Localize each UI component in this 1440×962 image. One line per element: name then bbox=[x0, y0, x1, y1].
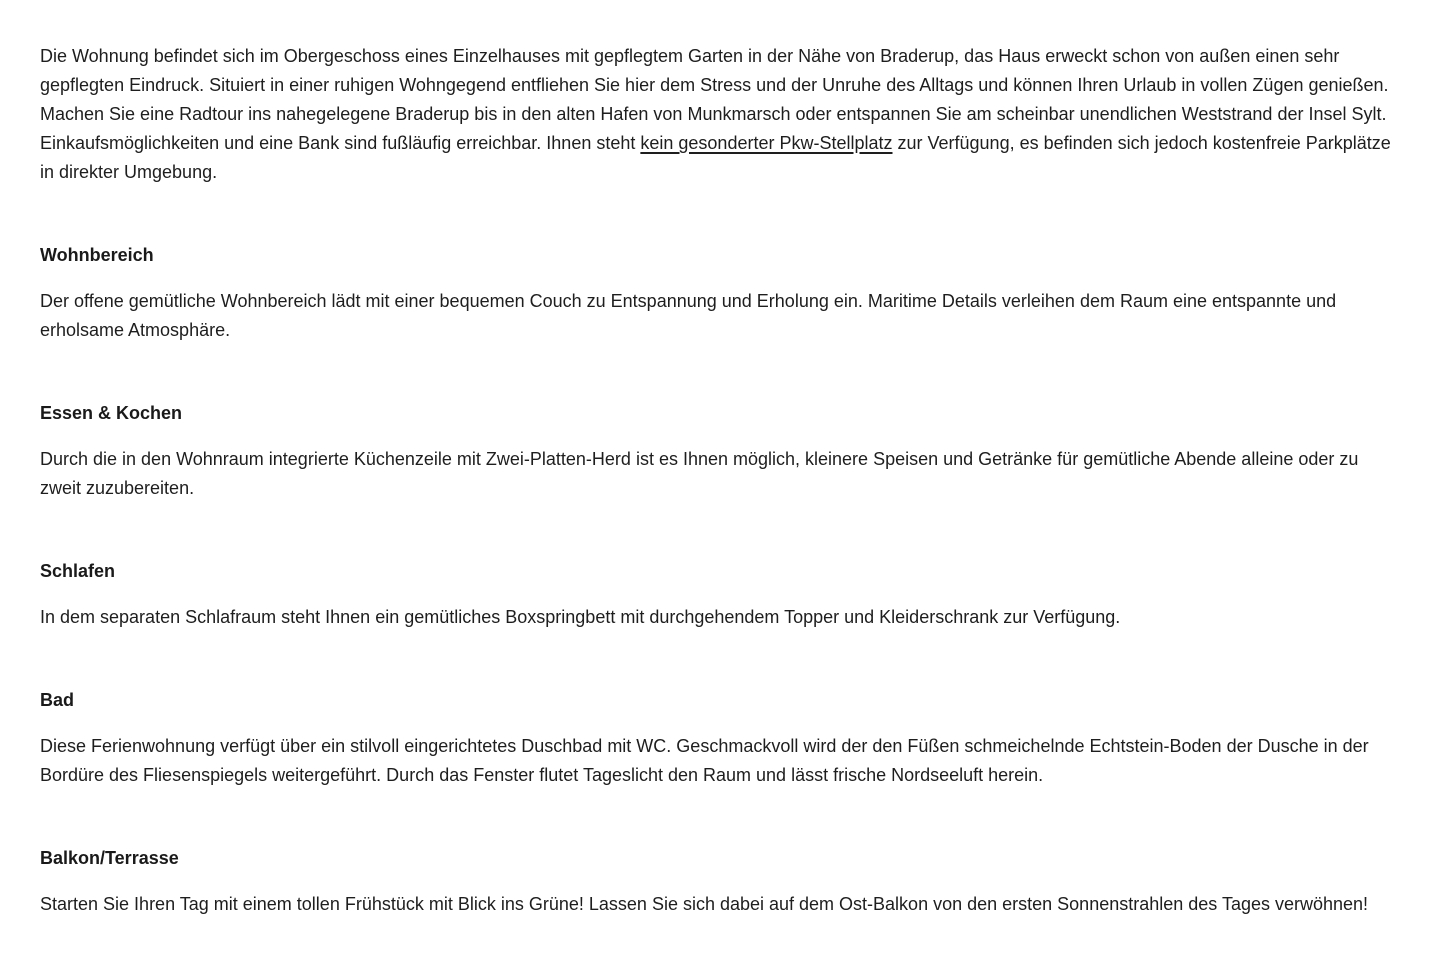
pkw-stellplatz-underlined-text: kein gesonderter Pkw-Stellplatz bbox=[640, 133, 893, 153]
section-heading-schlafen: Schlafen bbox=[40, 561, 116, 581]
section-body-balkon-terrasse: Starten Sie Ihren Tag mit einem tollen Frühstück mit Blick ins Grüne! Lassen Sie sich dabei auf dem Ost-Balkon von den ersten Sonnenstrahlen des Tages verwöhnen! bbox=[40, 894, 1369, 914]
section-body-bad: Diese Ferienwohnung verfügt über ein stilvoll eingerichtetes Duschbad mit WC. Geschmackvoll wird der den Füßen schmeichelnde Echtstein-Boden der Dusche in der Bordüre des Fliesenspiegels weitergeführt. Durch das Fenster flutet Tageslicht den Raum und lässt frische Nordseeluft herein. bbox=[40, 736, 1369, 785]
section-essen-kochen bbox=[40, 401, 1402, 503]
section-heading-wohnbereich: Wohnbereich bbox=[40, 245, 154, 265]
section-balkon-terrasse bbox=[40, 846, 1402, 919]
section-body-schlafen: In dem separaten Schlafraum steht Ihnen ein gemütliches Boxspringbett mit durchgehendem Topper und Kleiderschrank zur Verfügung. bbox=[40, 607, 1121, 627]
section-body-essen-kochen: Durch die in den Wohnraum integrierte Küchenzeile mit Zwei-Platten-Herd ist es Ihnen möglich, kleinere Speisen und Getränke für gemütliche Abende alleine oder zu zweit zuzubereiten. bbox=[40, 449, 1359, 498]
section-body-wohnbereich: Der offene gemütliche Wohnbereich lädt mit einer bequemen Couch zu Entspannung und Erholung ein. Maritime Details verleihen dem Raum eine entspannte und erholsame Atmosphäre. bbox=[40, 291, 1337, 340]
intro-paragraph bbox=[40, 42, 1402, 187]
section-heading-balkon-terrasse: Balkon/Terrasse bbox=[40, 848, 179, 868]
intro-text-before: Die Wohnung befindet sich im Obergeschoss eines Einzelhauses mit gepflegtem Garten in der Nähe von Braderup, das Haus erweckt schon von außen einen sehr gepflegten Eindruck. Situiert in einer ruhigen Wohngegend entfliehen Sie hier dem Stress und der Unruhe des Alltags und können Ihren Urlaub in vollen Zügen genießen. Machen Sie eine Radtour ins nahegelegene Braderup bis in den alten Hafen von Munkmarsch oder entspannen Sie am scheinbar unendlichen Weststrand der Insel Sylt. Einkaufsmöglichkeiten und eine Bank sind fußläufig erreichbar. Ihnen steht bbox=[40, 46, 1389, 153]
section-heading-essen-kochen: Essen & Kochen bbox=[40, 403, 183, 423]
intro-text-after: zur Verfügung, es befinden sich jedoch kostenfreie Parkplätze in direkter Umgebung. bbox=[40, 133, 1391, 182]
section-schlafen bbox=[40, 559, 1402, 632]
section-wohnbereich bbox=[40, 243, 1402, 345]
section-bad bbox=[40, 688, 1402, 790]
section-heading-bad: Bad bbox=[40, 690, 75, 710]
